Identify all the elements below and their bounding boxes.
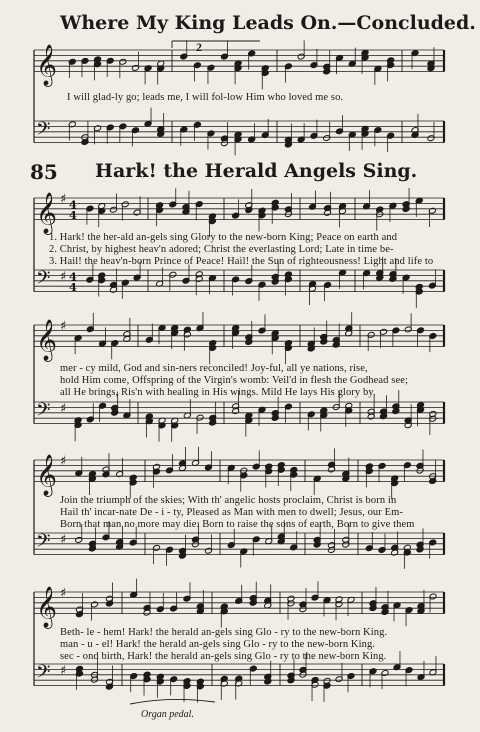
time-signature-digit: 4 [69, 280, 77, 295]
verse-line: 1. Hark! the her-ald an-gels sing Glory to the new-born King; Peace on earth and [49, 232, 398, 243]
hymn-title: Hark! the Herald Angels Sing. [95, 160, 418, 182]
treble-clef-icon: 𝄞 [36, 192, 58, 234]
hymn-number: 85 [30, 160, 58, 184]
bass-clef-icon: 𝄢 [36, 399, 51, 426]
verse-line: Join the triumph of the skies; With th' angelic hosts proclaim, Christ is born in [60, 495, 397, 506]
verse-line: Born that man no more may die: Born to raise the sons of earth, Born to give them [60, 519, 415, 530]
verse-line: hold Him come, Offspring of the Virgin's womb: Veil'd in flesh the Godhead see; [60, 375, 408, 386]
verse-line: 2. Christ, by highest heav'n adored; Christ the everlasting Lord; Late in time be- [49, 244, 394, 255]
bass-clef-icon: 𝄢 [36, 118, 51, 145]
page-title: Where My King Leads On.—Concluded. [60, 12, 476, 34]
sharp-icon: ♯ [60, 585, 67, 601]
volta-number: 2 [196, 40, 202, 54]
bass-clef-icon: 𝄢 [36, 661, 51, 688]
verse-line: all He brings, Ris'n with healing in His wings. Mild He lays His glory by, [60, 387, 376, 398]
verse-line: Hail th' incar-nate De - i - ty, Pleased as Man with men to dwell; Jesus, our Em- [60, 507, 403, 518]
sharp-icon: ♯ [60, 318, 67, 334]
hymn1-lyric: I will glad-ly go; leads me, I will fol-low Him who loved me so. [67, 92, 344, 103]
sharp-icon: ♯ [60, 191, 67, 207]
verse-line: Beth- le - hem! Hark! the herald an-gels sing Glo - ry to the new-born King. [60, 627, 388, 638]
verse-line: man - u - el! Hark! the herald an-gels sing Glo - ry to the new-born King. [60, 639, 376, 650]
organ-pedal-note: Organ pedal. [141, 709, 194, 720]
sharp-icon: ♯ [60, 401, 67, 417]
treble-clef-icon: 𝄞 [36, 454, 58, 496]
bass-clef-icon: 𝄢 [36, 530, 51, 557]
bass-clef-icon: 𝄢 [36, 267, 51, 294]
treble-clef-icon: 𝄞 [36, 319, 58, 361]
treble-clef-icon: 𝄞 [36, 44, 58, 86]
time-signature-digit: 4 [69, 197, 77, 212]
sharp-icon: ♯ [60, 453, 67, 469]
verse-line: 3. Hail! the heav'n-born Prince of Peace! Hail! the Sun of righteousness! Light and life to [49, 256, 434, 267]
pedal-slur [130, 699, 215, 704]
verse-line: sec - ond birth, Hark! the herald an-gels sing Glo - ry to the new-born King. [60, 651, 387, 662]
verse-line: mer - cy mild, God and sin-ners reconciled! Joy-ful, all ye nations, rise, [60, 363, 368, 374]
sharp-icon: ♯ [60, 532, 67, 548]
sharp-icon: ♯ [60, 663, 67, 679]
time-signature-digit: 4 [69, 269, 77, 284]
time-signature-digit: 4 [69, 208, 77, 223]
treble-clef-icon: 𝄞 [36, 586, 58, 628]
sharp-icon: ♯ [60, 269, 67, 285]
